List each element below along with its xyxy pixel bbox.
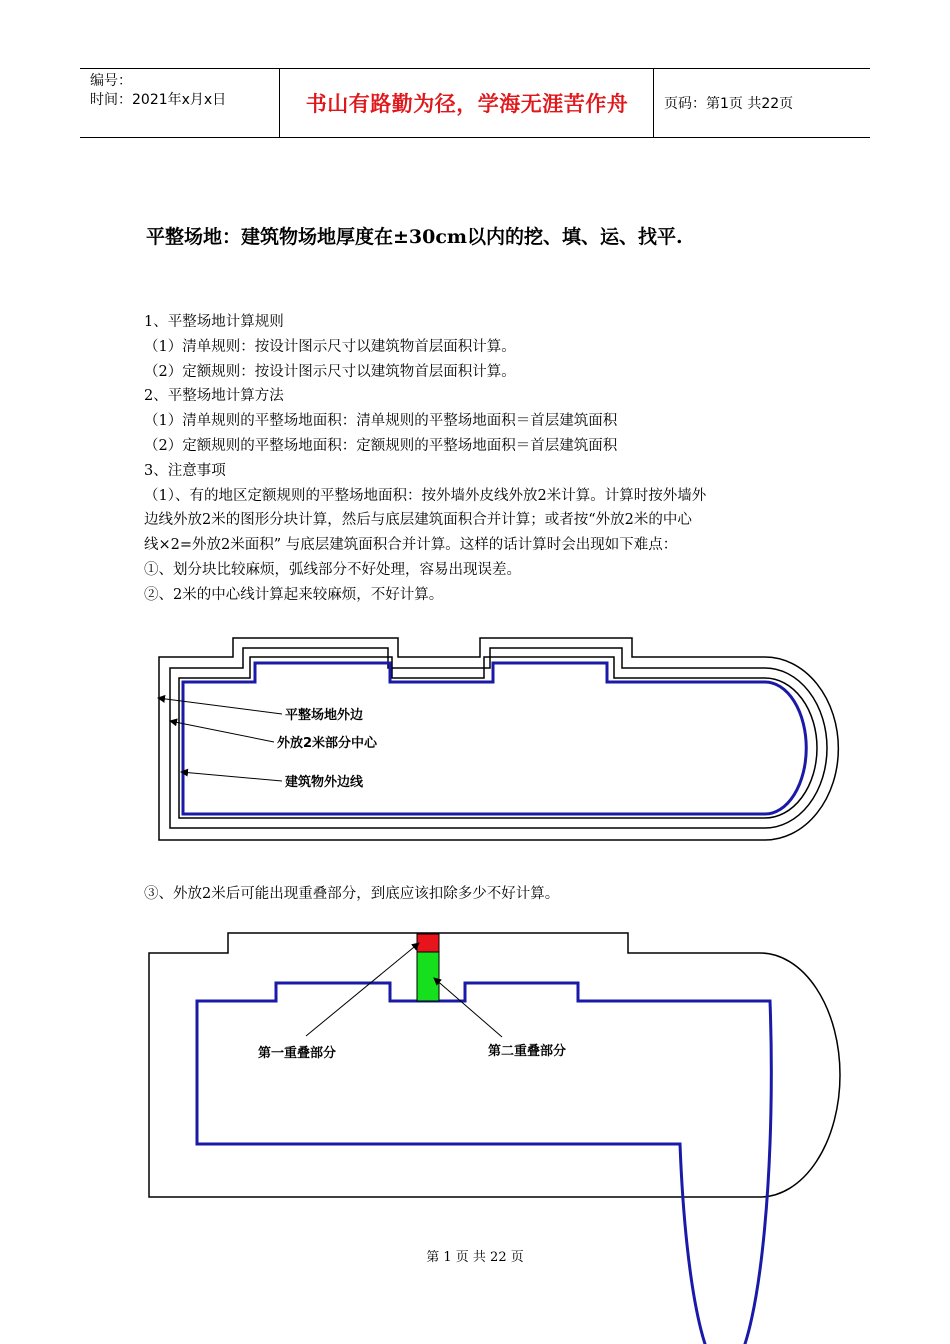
paragraph: （2）定额规则的平整场地面积：定额规则的平整场地面积＝首层建筑面积	[144, 437, 618, 454]
header-motto: 书山有路勤为径，学海无涯苦作舟	[281, 69, 654, 137]
paragraph: 边线外放2米的图形分块计算，然后与底层建筑面积合并计算；或者按“外放2米的中心	[144, 512, 692, 529]
header-number: 编号：	[90, 73, 132, 89]
paragraph: ①、划分块比较麻烦，弧线部分不好处理，容易出现误差。	[144, 561, 521, 578]
first-overlap-red	[417, 934, 439, 952]
header-page: 页码：第1页 共22页	[664, 96, 794, 112]
paragraph: 3、注意事项	[144, 462, 226, 479]
paragraph: （1）清单规则的平整场地面积：清单规则的平整场地面积＝首层建筑面积	[144, 413, 618, 430]
site-center-line	[170, 648, 827, 828]
paragraph: ②、2米的中心线计算起来较麻烦，不好计算。	[144, 586, 444, 603]
paragraph: （2）定额规则：按设计图示尺寸以建筑物首层面积计算。	[144, 363, 516, 380]
label-center-line: 外放2米部分中心	[277, 736, 378, 751]
paragraph: ③、外放2米后可能出现重叠部分，到底应该扣除多少不好计算。	[144, 886, 560, 902]
label-building-outline: 建筑物外边线	[285, 775, 364, 790]
label-site-outer: 平整场地外边	[285, 708, 364, 723]
label-second-overlap: 第二重叠部分	[488, 1044, 567, 1059]
page-title: 平整场地：建筑物场地厚度在±30cm以内的挖、填、运、找平.	[146, 226, 683, 248]
fig2-site-boundary	[149, 933, 840, 1197]
header-time: 时间：2021年x月x日	[90, 92, 227, 108]
paragraph: （1）、有的地区定额规则的平整场地面积：按外墙外皮线外放2米计算。计算时按外墙外	[144, 487, 707, 504]
page-footer: 第 1 页 共 22 页	[426, 1250, 524, 1265]
fig2-building-outline	[197, 983, 771, 1344]
paragraph: （1）清单规则：按设计图示尺寸以建筑物首层面积计算。	[144, 338, 516, 355]
paragraph: 1、平整场地计算规则	[144, 314, 284, 330]
label-first-overlap: 第一重叠部分	[258, 1046, 337, 1061]
body-text-2	[144, 882, 834, 907]
paragraph: 线×2=外放2米面积” 与底层建筑面积合并计算。这样的话计算时会出现如下难点：	[144, 537, 678, 554]
paragraph: 2、平整场地计算方法	[144, 388, 284, 405]
second-overlap-green	[417, 952, 439, 1001]
